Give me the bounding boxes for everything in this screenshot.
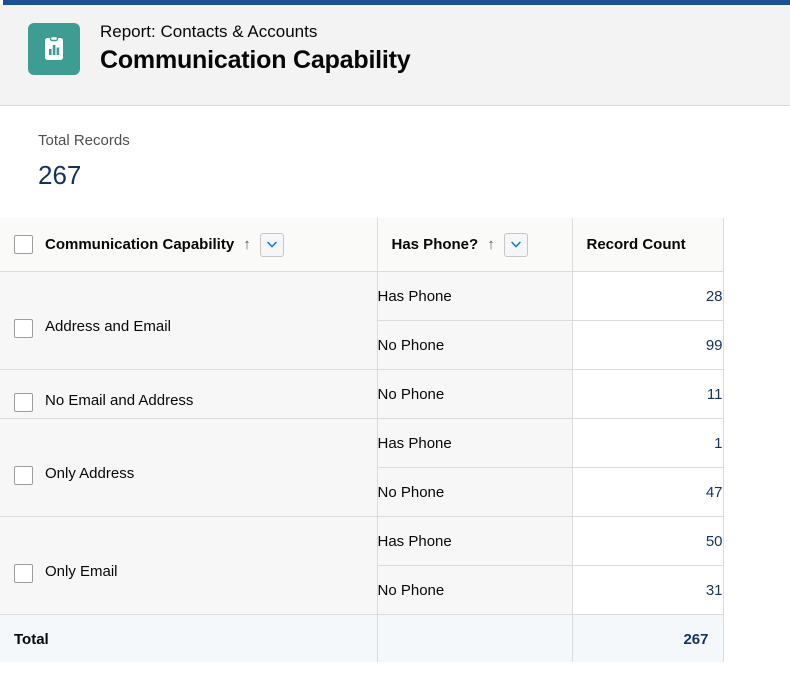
- report-breadcrumb: Report: Contacts & Accounts: [100, 22, 318, 42]
- record-count-cell: 47: [572, 468, 723, 517]
- report-table: [0, 218, 724, 662]
- report-chart-icon: [28, 23, 80, 75]
- group-label: Address and Email: [45, 318, 171, 335]
- page-bottom-area: [0, 662, 790, 690]
- record-count-cell: 28: [572, 272, 723, 321]
- chevron-down-icon[interactable]: [260, 233, 284, 257]
- column-header-label: Communication Capability: [45, 236, 235, 253]
- select-all-checkbox[interactable]: [14, 235, 33, 254]
- sort-ascending-icon[interactable]: ↑: [487, 236, 495, 253]
- report-header-text: [100, 23, 411, 74]
- column-header-label: Record Count: [586, 236, 686, 253]
- record-count-cell: 31: [572, 566, 723, 615]
- group-cell-only-address[interactable]: [0, 419, 377, 517]
- table-header: [0, 218, 723, 272]
- group-label: No Email and Address: [45, 391, 194, 409]
- group-label: Only Email: [45, 563, 118, 580]
- record-count-cell: 1: [572, 419, 723, 468]
- column-header-communication-capability[interactable]: [0, 218, 377, 272]
- phone-cell: Has Phone: [377, 419, 572, 468]
- report-table-container: [0, 218, 790, 662]
- report-header-inner: [0, 5, 790, 75]
- group-cell-no-email-and-address[interactable]: [0, 370, 377, 419]
- page-title: Communication Capability: [100, 46, 411, 75]
- sort-ascending-icon[interactable]: ↑: [243, 236, 251, 253]
- row-select-checkbox[interactable]: [14, 393, 33, 412]
- table-total-row: [0, 615, 723, 663]
- record-count-cell: 50: [572, 517, 723, 566]
- group-cell-address-and-email[interactable]: [0, 272, 377, 370]
- column-header-record-count[interactable]: [572, 218, 723, 272]
- row-select-checkbox[interactable]: [14, 564, 33, 583]
- group-label: Only Address: [45, 465, 135, 482]
- record-count-cell: 99: [572, 321, 723, 370]
- phone-cell: Has Phone: [377, 517, 572, 566]
- phone-cell: No Phone: [377, 321, 572, 370]
- column-header-has-phone[interactable]: [377, 218, 572, 272]
- summary-panel: [0, 106, 790, 218]
- total-label: Total: [0, 615, 377, 663]
- table-row: [0, 272, 723, 321]
- table-row: [0, 517, 723, 566]
- phone-cell: Has Phone: [377, 272, 572, 321]
- phone-cell: No Phone: [377, 566, 572, 615]
- total-value: 267: [572, 615, 723, 663]
- column-header-label: Has Phone?: [391, 236, 479, 253]
- phone-cell: No Phone: [377, 370, 572, 419]
- chevron-down-icon[interactable]: [504, 233, 528, 257]
- row-select-checkbox[interactable]: [14, 319, 33, 338]
- row-select-checkbox[interactable]: [14, 466, 33, 485]
- phone-cell: No Phone: [377, 468, 572, 517]
- total-records-label: Total Records: [38, 132, 130, 149]
- table-row: [0, 419, 723, 468]
- total-records-value: 267: [38, 160, 82, 190]
- table-row: [0, 370, 723, 419]
- table-body: [0, 272, 723, 663]
- group-cell-only-email[interactable]: [0, 517, 377, 615]
- total-blank-cell: [377, 615, 572, 663]
- table-header-row: [0, 218, 723, 272]
- report-header: [0, 5, 790, 106]
- record-count-cell: 11: [572, 370, 723, 419]
